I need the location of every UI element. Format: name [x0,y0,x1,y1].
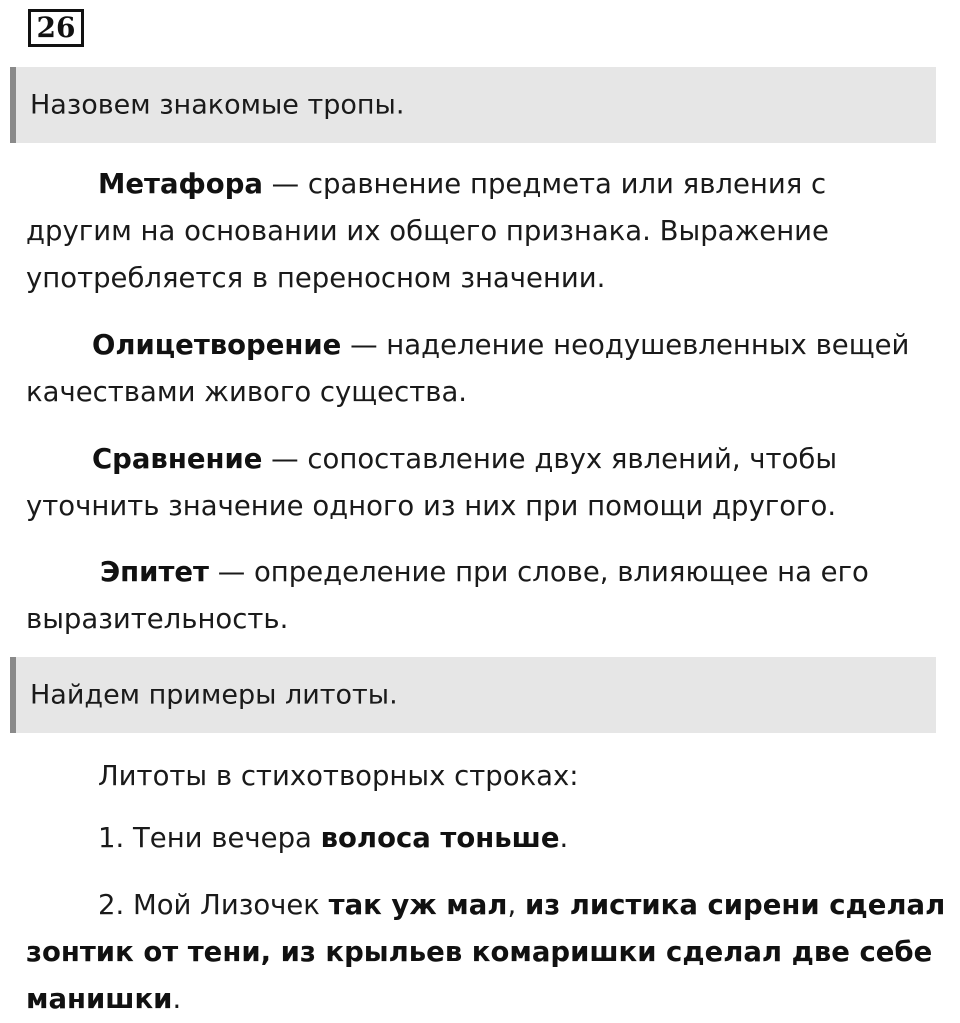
example-prefix: 2. Мой Лизочек [98,889,329,921]
example-highlight: волоса тоньше [320,822,560,854]
definition-metaphor [26,161,946,302]
litotes-example-1 [26,815,946,862]
definition-personification [26,322,946,416]
section-heading-text: Найдем примеры литоты. [30,679,398,711]
definition-text: употребляется в переносном значении. [26,262,606,294]
example-highlight: зонтик от тени, из крыльев комаришки сделал две себе [26,936,933,968]
term-epithet: Эпитет [100,556,209,588]
definition-text: — сопоставление двух явлений, чтобы [262,443,838,475]
section-heading-litotes [10,657,936,733]
definition-text: — определение при слове, влияющее на его [208,556,869,588]
definition-text: — наделение неодушевленных вещей [341,329,910,361]
example-suffix: . [172,983,182,1015]
term-metaphor: Метафора [98,168,263,200]
definition-text: выразительность. [26,603,289,635]
example-prefix: 1. Тени вечера [98,822,321,854]
definition-text: — сравнение предмета или явления с [262,168,827,200]
definition-comparison [26,436,946,530]
term-comparison: Сравнение [92,443,263,475]
definition-epithet [26,549,946,643]
litotes-example-2 [26,882,946,1023]
task-number-badge: 26 [28,9,84,47]
section-heading-text: Назовем знакомые тропы. [30,89,405,121]
definition-text: другим на основании их общего признака. Выражение [26,215,829,247]
litotes-intro [26,753,946,800]
example-highlight: так уж мал [328,889,508,921]
example-highlight: из листика сирени сделал [524,889,946,921]
section-heading-tropes [10,67,936,143]
example-separator: , [507,889,525,921]
example-suffix: . [559,822,569,854]
term-personification: Олицетворение [92,329,342,361]
example-highlight: манишки [26,983,173,1015]
definition-text: качествами живого существа. [26,376,468,408]
definition-text: уточнить значение одного из них при помощи другого. [26,490,837,522]
litotes-intro-text: Литоты в стихотворных строках: [98,760,579,792]
